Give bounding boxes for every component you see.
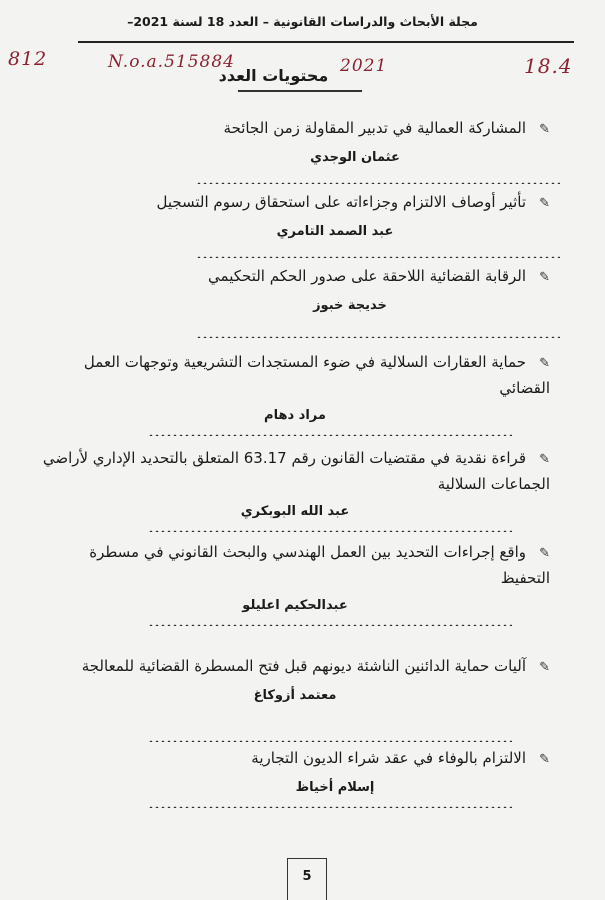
toc-title: محتويات العدد xyxy=(218,66,329,85)
toc-entry-title: ✎الالتزام بالوفاء في عقد شراء الديون التجارية xyxy=(120,746,550,772)
toc-entry-title: ✎واقع إجراءات التحديد بين العمل الهندسي والبحث القانوني في مسطرة التحفيظ xyxy=(89,543,550,587)
toc-entry-title: ✎آليات حماية الدائنين الناشئة ديونهم قبل فتح المسطرة القضائية للمعالجة xyxy=(40,654,550,680)
toc-entry xyxy=(150,264,550,313)
pen-icon: ✎ xyxy=(539,356,550,371)
toc-entry xyxy=(150,116,550,165)
pen-icon: ✎ xyxy=(539,546,550,561)
dotted-separator xyxy=(196,256,560,258)
pen-icon: ✎ xyxy=(539,452,550,467)
toc-entry xyxy=(40,654,550,703)
page-number: 5 xyxy=(287,858,327,900)
toc-entry xyxy=(40,540,550,613)
dotted-separator xyxy=(196,182,560,184)
toc-entry-title: ✎حماية العقارات السلالية في ضوء المستجدات التشريعية وتوجهات العمل القضائي xyxy=(83,353,550,397)
dotted-separator xyxy=(148,530,512,532)
toc-entry-author: مراد دهام xyxy=(264,408,326,423)
toc-entry-author: عبدالحكيم اعليلو xyxy=(242,598,348,613)
dotted-separator xyxy=(148,740,512,742)
journal-header: مجلة الأبحاث والدراسات القانونية – العدد 18 لسنة 2021– xyxy=(127,14,478,29)
dotted-separator xyxy=(148,624,512,626)
toc-title-underline xyxy=(238,90,362,92)
toc-entry xyxy=(40,446,550,519)
pen-icon: ✎ xyxy=(539,270,550,285)
toc-entry-author: عثمان الوجدي xyxy=(310,150,400,165)
toc-entry xyxy=(40,350,550,423)
pen-icon: ✎ xyxy=(539,752,550,767)
handwritten-note-right: 18.4 xyxy=(524,54,573,78)
dotted-separator xyxy=(148,806,512,808)
header-divider xyxy=(78,41,574,43)
pen-icon: ✎ xyxy=(539,122,550,137)
toc-entry-author: معتمد أزوكاغ xyxy=(253,688,337,703)
toc-entry-title: ✎المشاركة العمالية في تدبير المقاولة زمن الجائحة xyxy=(150,116,550,142)
handwritten-note-year: 2021 xyxy=(340,56,388,76)
toc-entry-author: عبد الصمد التامري xyxy=(276,224,394,239)
dotted-separator xyxy=(196,336,560,338)
handwritten-note-left: 812 xyxy=(8,48,48,70)
toc-entry xyxy=(120,190,550,239)
toc-entry-author: عبد الله البوبكري xyxy=(240,504,350,519)
toc-entry-author: إسلام أخياظ xyxy=(295,780,375,795)
toc-entry-author: خديجة خبوز xyxy=(313,298,387,313)
pen-icon: ✎ xyxy=(539,196,550,211)
toc-entry-title: ✎الرقابة القضائية اللاحقة على صدور الحكم التحكيمي xyxy=(150,264,550,290)
dotted-separator xyxy=(148,434,512,436)
toc-entry-title: ✎تأثير أوصاف الالتزام وجزاءاته على استحقاق رسوم التسجيل xyxy=(120,190,550,216)
toc-entry xyxy=(120,746,550,795)
handwritten-note-catalog: N.o.a.515884 xyxy=(108,52,235,72)
pen-icon: ✎ xyxy=(539,660,550,675)
toc-entry-title: ✎قراءة نقدية في مقتضيات القانون رقم 63.17 المتعلق بالتحديد الإداري لأراضي الجماعات السلالية xyxy=(42,449,550,493)
